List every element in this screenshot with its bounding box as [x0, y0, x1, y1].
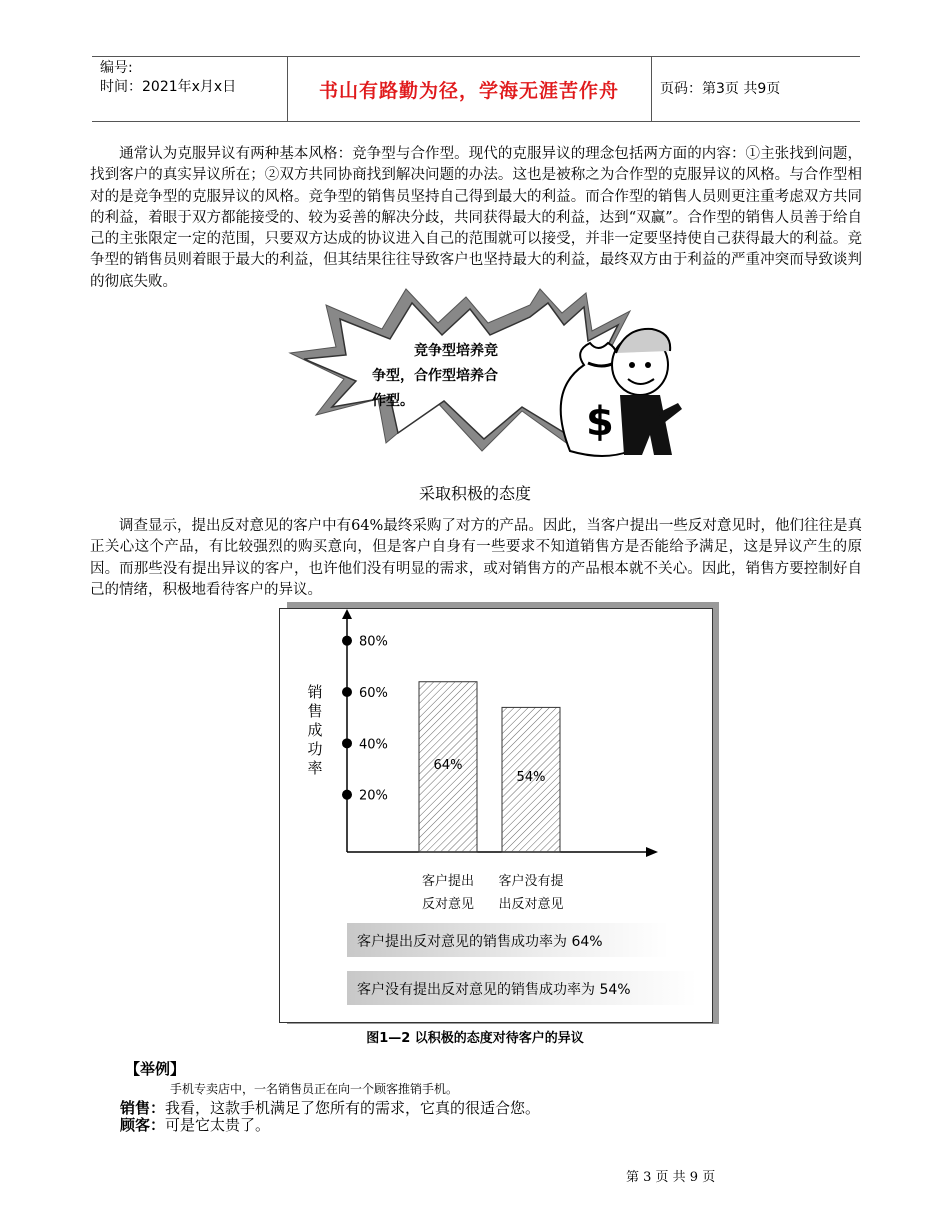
category-label: 客户提出	[421, 874, 475, 889]
figure-caption: 图1—2 以积极的态度对待客户的异议	[366, 1031, 584, 1046]
burst-text-2: 争型，合作型培养合	[372, 368, 498, 384]
category-label: 客户没有提	[498, 874, 564, 889]
y-axis-label-char: 销	[307, 683, 323, 701]
y-axis-arrow	[342, 609, 352, 619]
paragraph-text: 调查显示，提出反对意见的客户中有64%最终采购了对方的产品。因此，当客户提出一些反对意见时，他们往往是真正关心这个产品，有比较强烈的购买意向，但是客户自身有一些要求不知道销售方是否能给予满足，这是异议产生的原因。而那些没有提出异议的客户，也许他们没有明显的需求，或对销售方的产品根本就不关心。因此，销售方要控制好自己的情绪，积极地看待客户的异议。	[90, 518, 862, 598]
header-bottom-rule	[92, 121, 860, 122]
y-tick-label: 60%	[359, 686, 388, 701]
dialog-line	[120, 1114, 270, 1135]
header-page-info: 页码：第3页 共9页	[660, 81, 781, 97]
y-tick-label: 20%	[359, 788, 388, 804]
bar-value-label: 54%	[516, 769, 546, 785]
burst-illustration	[286, 283, 696, 473]
time-label: 时间：2021年x月x日	[100, 79, 237, 95]
dialog-speaker: 顾客：	[120, 1116, 166, 1134]
category-label: 反对意见	[421, 897, 475, 912]
paragraph-text: 通常认为克服异议有两种基本风格：竞争型与合作型。现代的克服异议的理念包括两方面的内容：①主张找到问题，找到客户的真实异议所在；②双方共同协商找到解决问题的办法。这也是被称之为合作型的克服异议的风格。与合作型相对的是竞争型的克服异议的风格。竞争型的销售员坚持自己得到最大的利益。而合作型的销售人员则更注重考虑双方共同的利益，着眼于双方都能接受的、较为妥善的解决分歧，共同获得最大的利益，达到“双赢”。合作型的销售人员善于给自己的主张限定一定的范围，只要双方达成的协议进入自己的范围就可以接受，并非一定要坚持使自己获得最大的利益。竞争型的销售员则着眼于最大的利益，但其结果往往导致客户也坚持最大的利益，最终双方由于利益的严重冲突而导致谈判的彻底失败。	[90, 146, 862, 290]
y-tick-dot	[342, 687, 352, 697]
header-meta	[100, 59, 236, 97]
burst-text-1: 竞争型培养竞	[414, 343, 498, 359]
note-text: 客户提出反对意见的销售成功率为 64%	[357, 934, 603, 950]
paragraph-styles	[90, 144, 862, 293]
number-label: 编号:	[100, 60, 133, 76]
note-text: 客户没有提出反对意见的销售成功率为 54%	[357, 982, 631, 998]
y-axis-label-char: 售	[307, 702, 323, 720]
paragraph-survey	[90, 516, 862, 601]
example-scene: 手机专卖店中，一名销售员正在向一个顾客推销手机。	[170, 1082, 459, 1096]
bar-value-label: 64%	[433, 757, 463, 773]
header-top-rule	[92, 56, 860, 57]
svg-text:$: $	[586, 399, 614, 445]
y-tick-dot	[342, 790, 352, 800]
y-tick-dot	[342, 636, 352, 646]
header-motto: 书山有路勤为径，学海无涯苦作舟	[318, 80, 619, 102]
dialog-text: 可是它太贵了。	[165, 1116, 271, 1134]
chart-frame	[279, 608, 713, 1023]
page-footer: 第 3 页 共 9 页	[626, 1170, 716, 1185]
x-axis-arrow	[646, 847, 658, 857]
y-tick-label: 40%	[359, 737, 388, 753]
y-tick-dot	[342, 738, 352, 748]
bar-chart	[280, 609, 712, 1022]
example-title: 【举例】	[125, 1060, 186, 1078]
y-tick-label: 80%	[359, 634, 388, 650]
y-axis-label-char: 功	[307, 740, 323, 758]
y-axis-label-char: 率	[307, 759, 323, 777]
header-divider	[651, 57, 652, 121]
category-label: 出反对意见	[498, 897, 564, 912]
dialog-speaker: 销售：	[120, 1099, 166, 1117]
dialog-text: 我看，这款手机满足了您所有的需求，它真的很适合您。	[165, 1099, 541, 1117]
y-axis-label	[307, 683, 322, 777]
section-title: 采取积极的态度	[418, 484, 531, 503]
burst-text-3: 作型。	[372, 393, 414, 409]
y-axis-label-char: 成	[307, 721, 323, 739]
